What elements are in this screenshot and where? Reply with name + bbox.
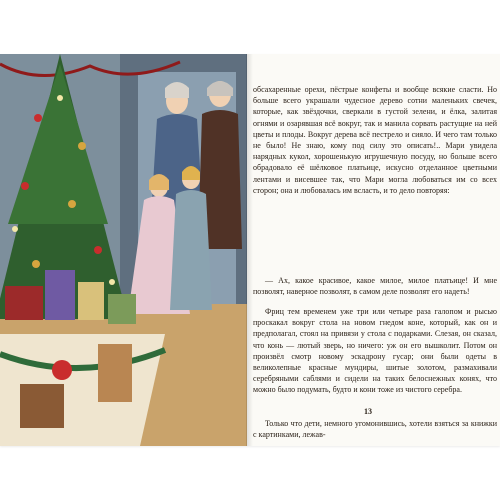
candle-flame bbox=[57, 95, 63, 101]
ball-toy bbox=[52, 360, 72, 380]
gift-box bbox=[108, 294, 136, 324]
boy-suit bbox=[170, 190, 212, 310]
paragraph-4: Только что дети, немного угомонившись, хотели взяться за книжки с картинками, лежав- bbox=[253, 419, 497, 440]
right-text-page bbox=[253, 54, 500, 446]
gift-box bbox=[5, 286, 43, 320]
gift-box bbox=[78, 282, 104, 320]
ornament bbox=[34, 114, 42, 122]
christmas-illustration bbox=[0, 54, 247, 446]
ornament bbox=[32, 260, 40, 268]
ornament bbox=[94, 246, 102, 254]
book-gutter bbox=[246, 54, 253, 446]
page-number: 13 bbox=[364, 407, 372, 416]
illustration-svg bbox=[0, 54, 247, 446]
candle-flame bbox=[12, 226, 18, 232]
ornament bbox=[68, 200, 76, 208]
ornament bbox=[21, 182, 29, 190]
ornament bbox=[78, 142, 86, 150]
toy-horse bbox=[20, 384, 64, 428]
paragraph-2: — Ах, какое красивое, какое милое, милое платьице! И мне позволят, наверное позволят, в самом деле позволят его надеть! bbox=[253, 276, 497, 297]
gift-box bbox=[45, 270, 75, 320]
candle-flame bbox=[109, 279, 115, 285]
toy-cabinet bbox=[98, 344, 132, 402]
paragraph-1: обсахаренные орехи, пёстрые конфеты и вообще всякие сласти. Но больше всего украшали чудесное дерево сотни маленьких свечек, которые, как звёздочки, сверкали в густой зелени, и ёлка, залитая огнями и озарявшая всё вокруг, так и манила сорвать растущие на ней цветы и плоды. Вокруг дерева всё пестрело и сияло. И чего там только не было! Не знаю, кому под силу это описать!.. Мари увидела нарядных кукол, хорошенькую игрушечную посуду, но больше всего обрадовало её шёлковое платьице, искусно отделанное цветными лентами и висевшее так, что Мари могла любоваться им со всех сторон; она и любовалась им всласть, и то дело повторяя: bbox=[253, 85, 497, 195]
paragraph-3: Фриц тем временем уже три или четыре раза галопом и рысью проскакал вокруг стола на новом гнедом коне, который, как он и предполагал, стоял на привязи у стола с подарками. Слезая, он сказал, что конь — лютый зверь, но ничего: уж он его вышколит. Потом он произвёл смотр новому эскадрону гусар; они были одеты в великолепные красные мундиры, шитые золотом, размахивали серебряными саблями и сидели на таких белоснежных конях, что можно было подумать, будто и кони тоже из чистого серебра. bbox=[253, 307, 497, 395]
